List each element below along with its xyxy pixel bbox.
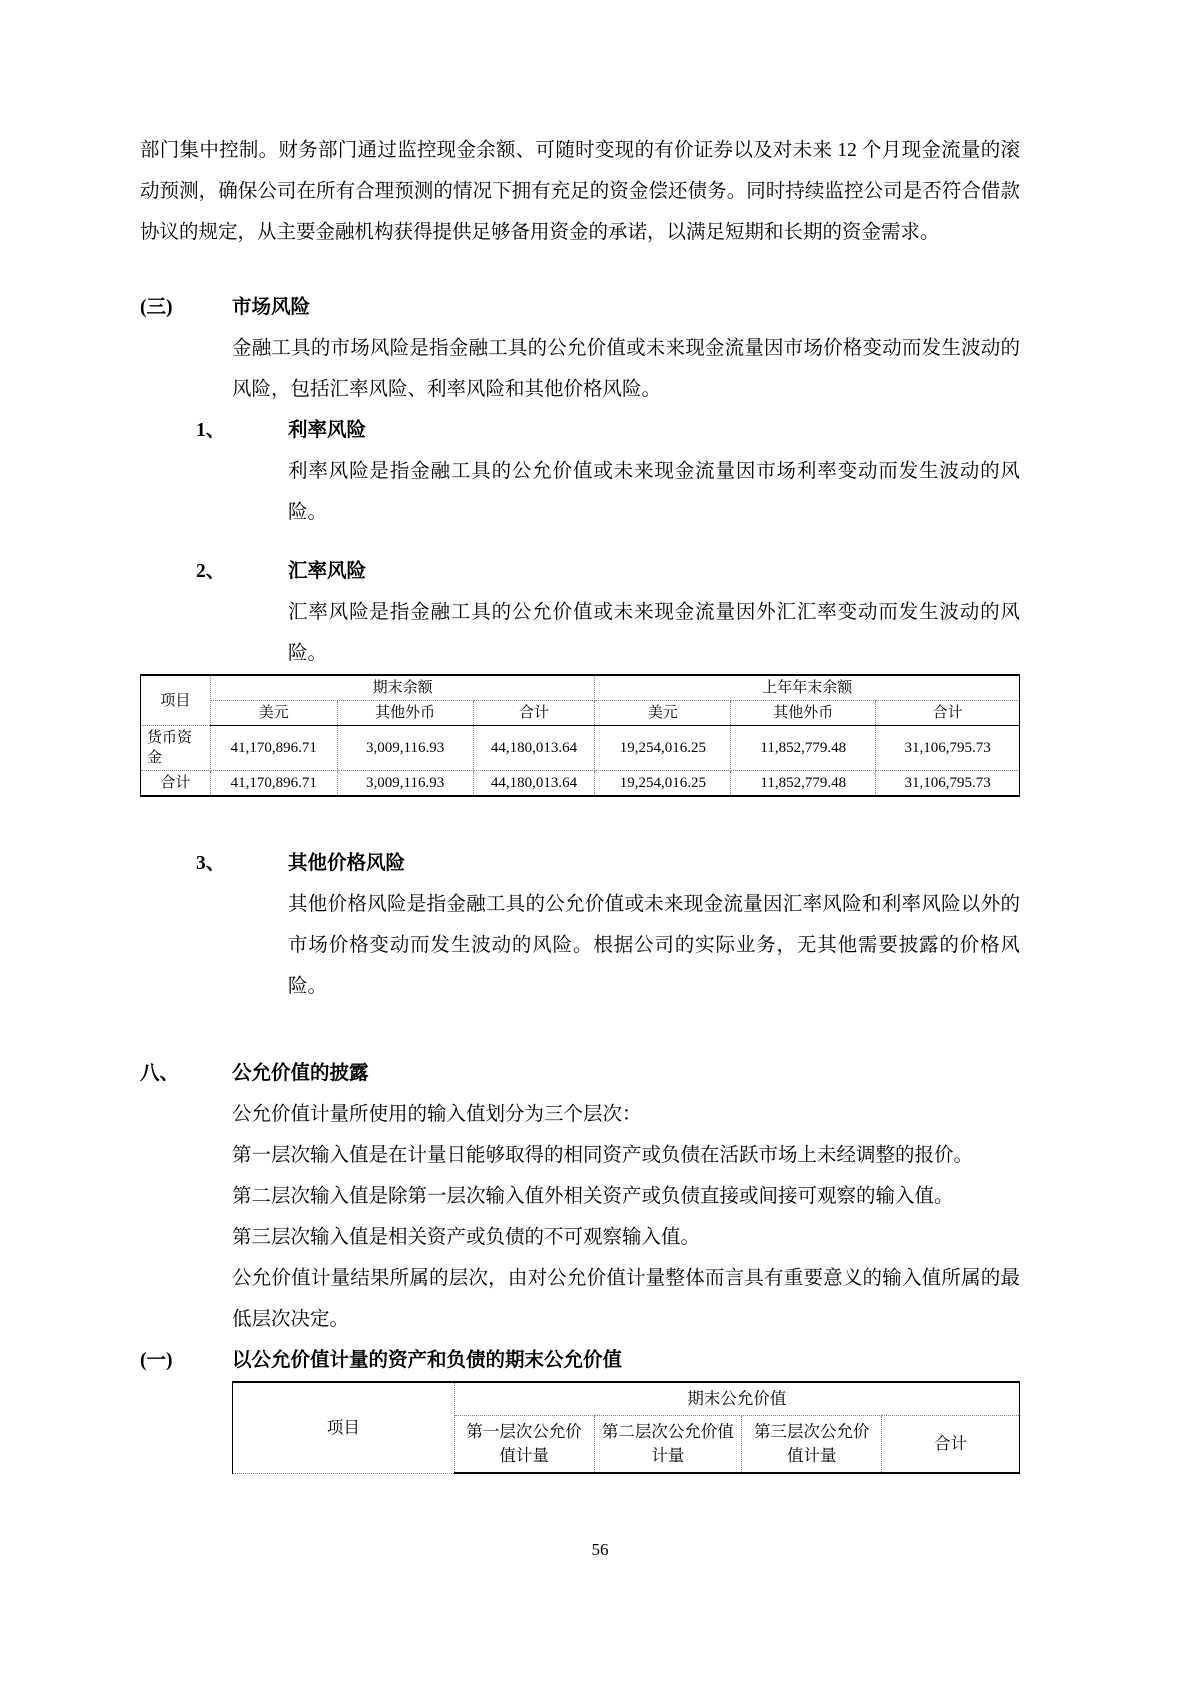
subheader-other-current: 其他外币	[337, 701, 473, 726]
header-item: 项目	[141, 675, 211, 726]
table-row	[141, 726, 1020, 771]
subheader-other-prior: 其他外币	[731, 701, 876, 726]
subsection-number: 1、	[196, 420, 226, 441]
subheader-usd-prior: 美元	[595, 701, 731, 726]
subheader-level-1: 第一层次公允价值计量	[454, 1416, 594, 1474]
subsection-title: 以公允价值计量的资产和负债的期末公允价值	[232, 1350, 623, 1371]
section-title: 公允价值的披露	[232, 1063, 369, 1084]
subheader-level-2: 第二层次公允价值计量	[594, 1416, 742, 1474]
other-price-risk-body: 其他价格风险是指金融工具的公允价值或未来现金流量因汇率风险和利率风险以外的市场价格变动而发生波动的风险。根据公司的实际业务，无其他需要披露的价格风险。	[288, 894, 1020, 997]
table-header-row	[141, 675, 1020, 701]
header-group-current: 期末余额	[210, 675, 595, 701]
fair-value-line-3: 第二层次输入值是除第一层次输入值外相关资产或负债直接或间接可观察的输入值。	[232, 1186, 954, 1207]
fx-exposure-table	[140, 674, 1020, 797]
page-number: 56	[591, 1540, 609, 1559]
subsection-heading-interest-rate-risk	[196, 410, 1020, 451]
section-number: 八、	[140, 1063, 180, 1084]
section-number: (三)	[140, 297, 173, 318]
section-heading-fair-value	[140, 1053, 1020, 1094]
cell-value: 11,852,779.48	[731, 726, 876, 771]
subheader-usd-current: 美元	[210, 701, 337, 726]
market-risk-body: 金融工具的市场风险是指金融工具的公允价值或未来现金流量因市场价格变动而发生波动的风险，包括汇率风险、利率风险和其他价格风险。	[232, 338, 1020, 400]
subheader-level-3: 第三层次公允价值计量	[742, 1416, 882, 1474]
header-group-prior: 上年年末余额	[595, 675, 1020, 701]
table-row-total	[141, 771, 1020, 797]
spacer	[140, 533, 1020, 551]
subsection-heading-fx-risk	[196, 551, 1020, 592]
fair-value-line-1: 公允价值计量所使用的输入值划分为三个层次：	[232, 1104, 642, 1125]
cell-value: 11,852,779.48	[731, 771, 876, 797]
subsection-heading-other-price-risk	[196, 843, 1020, 884]
row-label-total: 合计	[141, 771, 211, 797]
row-label-monetary-funds: 货币资金	[141, 726, 211, 771]
header-group-fair-value: 期末公允价值	[454, 1382, 1019, 1416]
spacer	[140, 1007, 1020, 1053]
subsection-title: 其他价格风险	[288, 853, 406, 874]
cell-value: 44,180,013.64	[473, 726, 595, 771]
spacer	[140, 253, 1020, 287]
fair-value-line-4: 第三层次输入值是相关资产或负债的不可观察输入值。	[232, 1227, 701, 1248]
fair-value-line-5: 公允价值计量结果所属的层次，由对公允价值计量整体而言具有重要意义的输入值所属的最低层次决定。	[232, 1268, 1020, 1330]
spacer	[140, 797, 1020, 843]
subheader-total-prior: 合计	[876, 701, 1020, 726]
fair-value-line-2: 第一层次输入值是在计量日能够取得的相同资产或负债在活跃市场上未经调整的报价。	[232, 1145, 974, 1166]
section-heading-market-risk	[140, 287, 1020, 328]
fx-risk-body: 汇率风险是指金融工具的公允价值或未来现金流量因外汇汇率变动而发生波动的风险。	[288, 602, 1020, 664]
subheader-total: 合计	[882, 1416, 1020, 1474]
cell-value: 41,170,896.71	[210, 726, 337, 771]
fx-exposure-table-wrapper	[140, 674, 1020, 797]
cell-value: 3,009,116.93	[337, 726, 473, 771]
intro-paragraph: 部门集中控制。财务部门通过监控现金余额、可随时变现的有价证券以及对未来 12 个月现金流量的滚动预测，确保公司在所有合理预测的情况下拥有充足的资金偿还债务。同时持续监控公司是否符合借款协议的规定，从主要金融机构获得提供足够备用资金的承诺，以满足短期和长期的资金需求。	[140, 140, 1020, 243]
cell-value: 31,106,795.73	[876, 771, 1020, 797]
page-content	[140, 130, 1020, 1474]
subsection-number: 2、	[196, 561, 226, 582]
fair-value-table-wrapper	[232, 1381, 1020, 1474]
subsection-title: 汇率风险	[288, 561, 367, 582]
header-item: 项目	[233, 1382, 455, 1473]
cell-value: 41,170,896.71	[210, 771, 337, 797]
cell-value: 19,254,016.25	[595, 726, 731, 771]
cell-value: 3,009,116.93	[337, 771, 473, 797]
interest-rate-risk-body: 利率风险是指金融工具的公允价值或未来现金流量因市场利率变动而发生波动的风险。	[288, 461, 1020, 523]
fair-value-levels-table	[232, 1381, 1020, 1474]
cell-value: 31,106,795.73	[876, 726, 1020, 771]
section-title: 市场风险	[232, 297, 311, 318]
subsection-heading-fair-value-assets	[140, 1340, 1020, 1381]
cell-value: 44,180,013.64	[473, 771, 595, 797]
table-header-row	[233, 1382, 1020, 1416]
cell-value: 19,254,016.25	[595, 771, 731, 797]
subsection-title: 利率风险	[288, 420, 367, 441]
subheader-total-current: 合计	[473, 701, 595, 726]
subsection-number: 3、	[196, 853, 226, 874]
table-subheader-row	[141, 701, 1020, 726]
subsection-number: (一)	[140, 1350, 173, 1371]
